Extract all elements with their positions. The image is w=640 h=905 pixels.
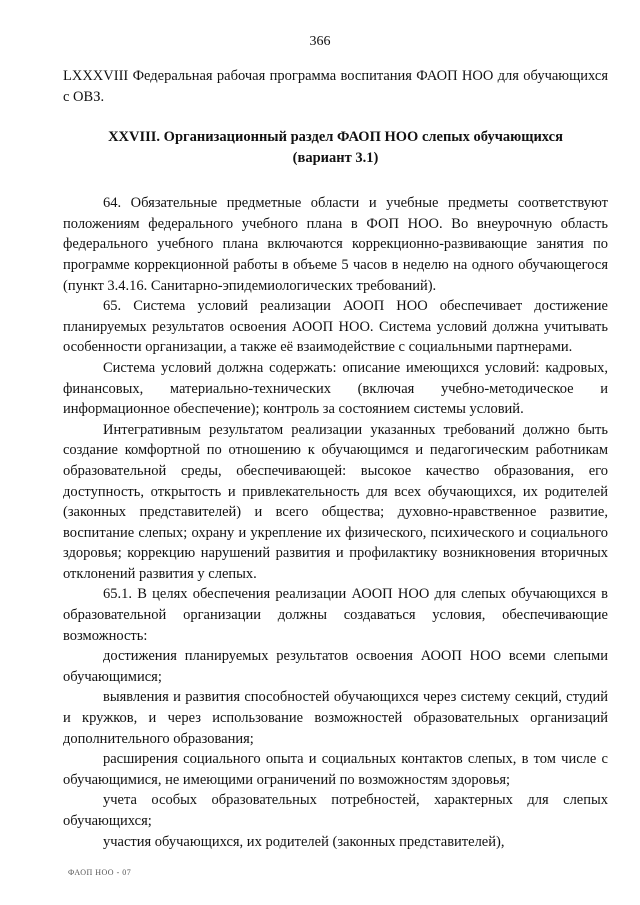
list-item: выявления и развития способностей обучающихся через систему секций, студий и кружков, и через использование возможностей образовательных организаций дополнительного образования; bbox=[63, 689, 608, 747]
section-heading bbox=[63, 127, 608, 169]
intro-paragraph: LXXXVIII Федеральная рабочая программа воспитания ФАОП НОО для обучающихся с ОВЗ. bbox=[63, 68, 608, 105]
list-item: участия обучающихся, их родителей (законных представителей), bbox=[103, 833, 505, 850]
list-item: расширения социального опыта и социальных контактов слепых, в том числе с обучающимися, не имеющими ограничений по возможностям здоровья; bbox=[63, 751, 608, 788]
section-heading-line-1: XXVIII. Организационный раздел ФАОП НОО слепых обучающихся bbox=[108, 129, 563, 146]
document-body bbox=[63, 66, 608, 852]
section-heading-line-2: (вариант 3.1) bbox=[292, 150, 379, 167]
page-number: 366 bbox=[309, 34, 331, 49]
paragraph: 65. Система условий реализации АООП НОО обеспечивает достижение планируемых результатов освоения АООП НОО. Система условий должна учитывать особенности организации, а также её взаимодействие с социальными партнерами. bbox=[63, 298, 608, 356]
page-footer: ФАОП НОО - 07 bbox=[68, 868, 132, 877]
list-item: достижения планируемых результатов освоения АООП НОО всеми слепыми обучающимися; bbox=[63, 648, 608, 685]
paragraph: 64. Обязательные предметные области и учебные предметы соответствуют положениям федерального учебного плана в ФОП НОО. Во внеурочную область федерального учебного плана включаются коррекционно-развивающие занятия по программе коррекционной работы в объеме 5 часов в неделю на одного обучающегося (пункт 3.4.16. Санитарно-эпидемиологических требований). bbox=[63, 195, 608, 294]
paragraph: Система условий должна содержать: описание имеющихся условий: кадровых, финансовых, материально-технических (включая учебно-методическое и информационное обеспечение); контроль за состоянием системы условий. bbox=[63, 359, 608, 418]
list-item: учета особых образовательных потребностей, характерных для слепых обучающихся; bbox=[63, 792, 608, 829]
paragraph: 65.1. В целях обеспечения реализации АООП НОО для слепых обучающихся в образовательной организации должны создаваться условия, обеспечивающие возможность: bbox=[63, 586, 608, 644]
paragraph: Интегративным результатом реализации указанных требований должно быть создание комфортной по отношению к обучающимся и педагогическим работникам образовательной среды, обеспечивающей: высокое качество образования, его доступность, открытость и привлекательность для всех обучающихся, их родителей (законных представителей) и всего общества; духовно-нравственное развитие, воспитание слепых; охрану и укрепление их физического, психического и социального здоровья; коррекцию нарушений развития и профилактику возникновения вторичных отклонений развития у слепых. bbox=[63, 421, 608, 582]
